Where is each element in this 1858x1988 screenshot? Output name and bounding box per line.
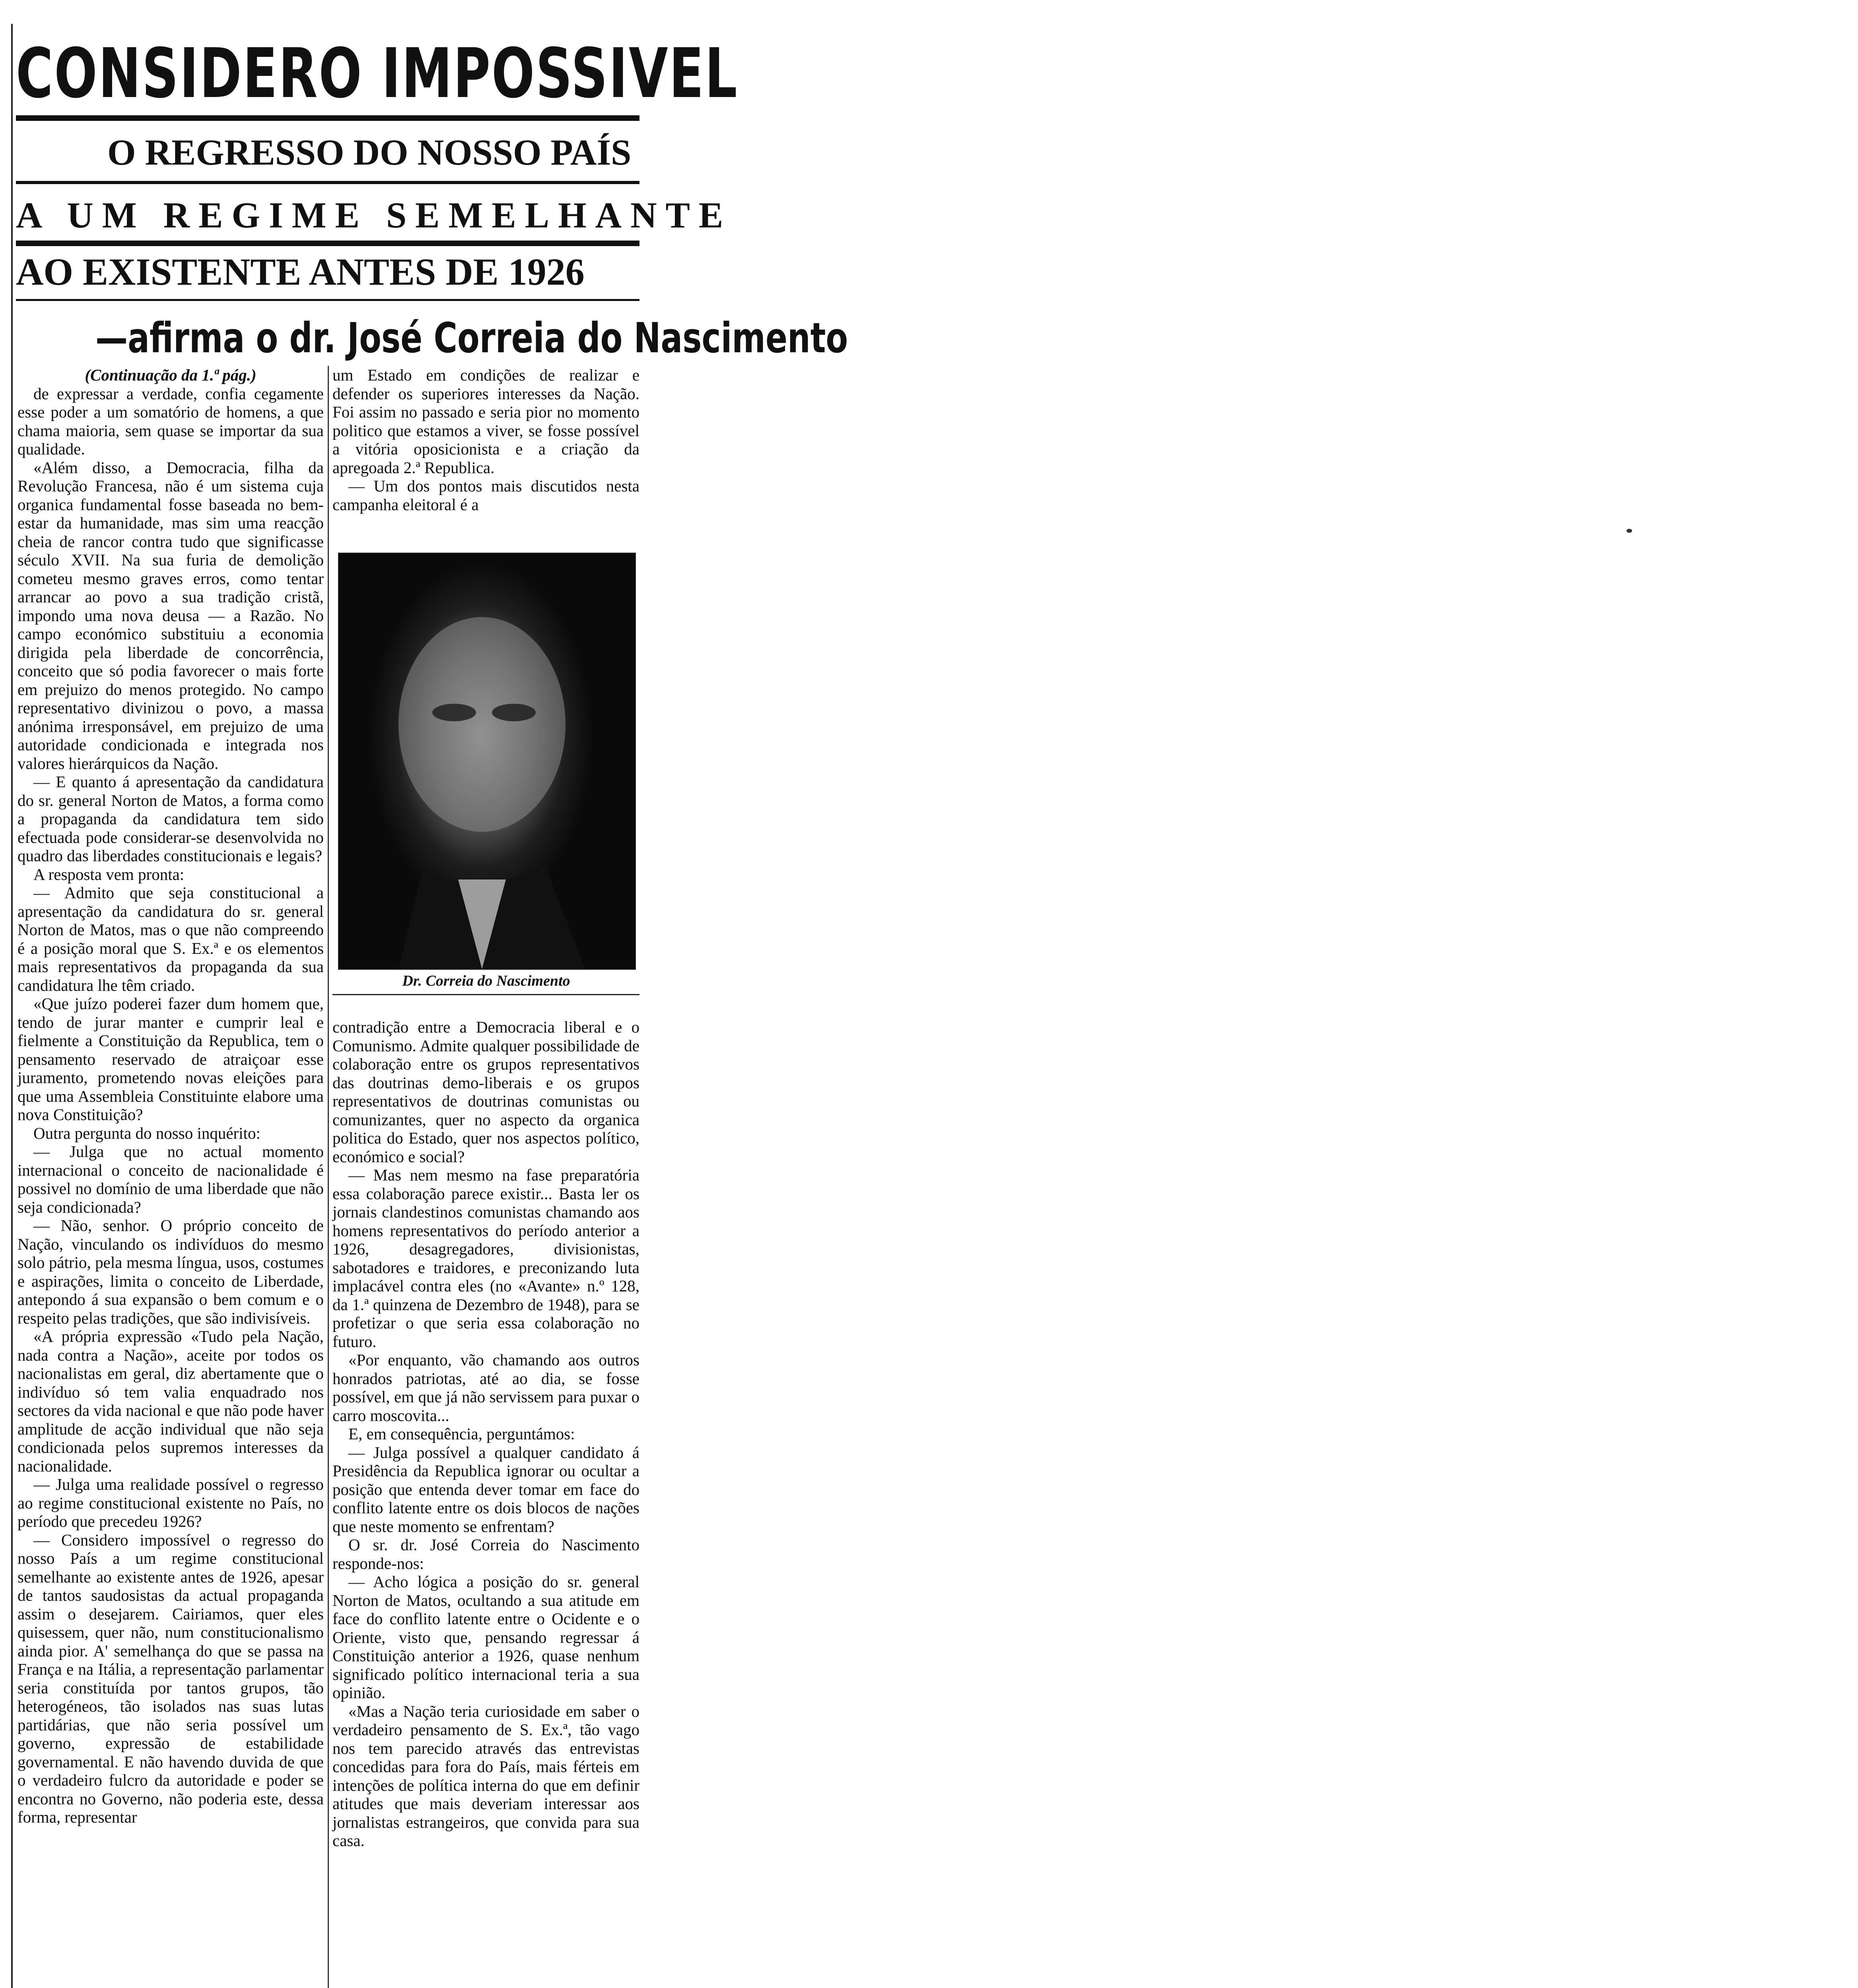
paragraph: O sr. dr. José Correia do Nascimento responde-nos: [332,1536,639,1573]
portrait-photo [338,553,636,970]
paragraph: A resposta vem pronta: [33,865,185,883]
subhead-rule-3 [16,299,639,301]
paragraph: «A própria expressão «Tudo pela Nação, nada contra a Nação», aceite por todos os nacionalistas em geral, diz abertamente que o indivíduo só tem valia enquadrado nos sectores da vida nacional e que não pode haver amplitude de acção individual que não seja condicionada pelos supremos interesses da nacionalidade. [17,1327,324,1475]
article-column-2-top [332,366,639,514]
paragraph: «Que juízo poderei fazer dum homem que, tendo de jurar manter e cumprir leal e fielmente a Constituição da Republica, tem o pensamento reservado de atraiçoar esse juramento, prometendo novas eleições para que uma Assembleia Constituinte elabore uma nova Constituição? [17,994,324,1124]
subhead-1: O REGRESSO DO NOSSO PAÍS [107,132,632,173]
portrait-silhouette-icon [339,553,635,969]
paragraph: — Julga possível a qualquer candidato á Presidência da Republica ignorar ou ocultar a posição que entenda dever tomar em face do conflito latente entre os dois blocos de nações que neste momento se enfrentam? [332,1443,639,1536]
headline-rule [16,115,639,121]
paragraph: — Admito que seja constitucional a apresentação da candidatura do sr. general Norton de Matos, mas o que não compreendo é a posição moral que S. Ex.ª e os elementos mais representativos da propaganda da sua candidatura lhe têm criado. [17,883,324,994]
paragraph: — Julga uma realidade possível o regresso ao regime constitucional existente no País, no período que precedeu 1926? [17,1475,324,1530]
article-column-2-bottom [332,1018,639,1850]
newspaper-clipping [0,0,848,1988]
caption-rule [332,994,639,995]
paragraph: E, em consequência, perguntámos: [348,1425,575,1443]
scan-speck [1627,529,1632,533]
paragraph: «Por enquanto, vão chamando aos outros honrados patriotas, até ao dia, se fosse possível, em que já não servissem para puxar o carro moscovita... [332,1351,639,1425]
column-divider [328,366,329,1988]
paragraph: «Mas a Nação teria curiosidade em saber o verdadeiro pensamento de S. Ex.ª, tão vago nos tem parecido através das entrevistas concedidas para fora do País, mais férteis em intenções de política interna do que em definir atitudes que mais deveriam interessar aos jornalistas estrangeiros, que convida para sua casa. [332,1702,639,1850]
subhead-2: A UM REGIME SEMELHANTE [16,195,732,235]
subhead-3: AO EXISTENTE ANTES DE 1926 [16,250,585,293]
paragraph: Outra pergunta do nosso inquérito: [33,1124,260,1142]
paragraph: — Considero impossível o regresso do nosso País a um regime constitucional semelhante ao existente antes de 1926, apesar de tantos saudosistas da actual propaganda assim o desejarem. Cairiamos, quer eles quisessem, quer não, num constitucionalismo ainda pior. A' semelhança do que se passa na França e na Itália, a representação parlamentar seria constituída por tantos grupos, tão heterogéneos, tão isolados nas suas lutas partidárias, que não seria possível um governo, expressão de estabilidade governamental. E não havendo duvida de que o verdadeiro fulcro da autoridade e poder se encontra no Governo, não poderia este, dessa forma, representar [17,1530,324,1826]
byline: —afirma o dr. José Correia do Nascimento [95,314,848,362]
paragraph: «Além disso, a Democracia, filha da Revolução Francesa, não é um sistema cuja organica fundamental fosse baseada no bem-estar da humanidade, mas sim uma reacção cheia de rancor contra tudo que significasse século XVII. Na sua furia de demolição cometeu mesmo graves erros, como tentar arrancar ao povo a sua tradição cristã, impondo uma nova deusa — a Razão. No campo económico substituiu a economia dirigida pela liberdade de concorrência, conceito que só podia favorecer o mais forte em prejuizo do menos protegido. No campo representativo divinizou o povo, a massa anónima irresponsável, em prejuizo de uma autoridade condicionada e integrada nos valores hierárquicos da Nação. [17,458,324,773]
subhead-rule-2 [16,241,639,246]
paragraph: contradição entre a Democracia liberal e o Comunismo. Admite qualquer possibilidade de colaboração entre os grupos representativos das doutrinas demo-liberais e os grupos representativos de doutrinas comunistas ou comunizantes, quer no aspecto da organica politica do Estado, quer nos aspectos político, económico e social? [332,1018,639,1166]
article-column-1 [17,366,324,1827]
paragraph: um Estado em condições de realizar e defender os superiores interesses da Nação. Foi assim no passado e seria pior no momento politico que estamos a viver, se fosse possível a vitória oposicionista e a criação da apregoada 2.ª Republica. [332,366,639,477]
paragraph: — Acho lógica a posição do sr. general Norton de Matos, ocultando a sua atitude em face do conflito latente entre o Ocidente e o Oriente, visto que, pensando regressar á Constituição anterior a 1926, quase nenhum significado político internacional teria a sua opinião. [332,1573,639,1702]
subhead-rule-1 [16,181,639,184]
paragraph: — Mas nem mesmo na fase preparatória essa colaboração parece existir... Basta ler os jornais clandestinos comunistas chamando aos homens representativos do período anterior a 1926, desagregadores, divisionistas, sabotadores e traidores, e preconizando luta implacável contra eles (no «Avante» n.º 128, da 1.ª quinzena de Dezembro de 1948), para se profetizar o que seria essa colaboração no futuro. [332,1166,639,1351]
paragraph: — Não, senhor. O próprio conceito de Nação, vinculando os indivíduos do mesmo solo pátrio, pela mesma língua, usos, costumes e aspirações, limita o conceito de Liberdade, antepondo á sua expansão o bem comum e o respeito pelas tradições, que são indivisíveis. [17,1216,324,1327]
headline: CONSIDERO IMPOSSIVEL [16,33,739,113]
paragraph: — E quanto á apresentação da candidatura do sr. general Norton de Matos, a forma como a propaganda da candidatura tem sido efectuada pode considerar-se desenvolvida no quadro das liberdades constitucionais e legais? [17,773,324,865]
paragraph: — Um dos pontos mais discutidos nesta campanha eleitoral é a [332,477,639,514]
photo-caption: Dr. Correia do Nascimento [402,973,570,989]
paragraph: — Julga que no actual momento internacional o conceito de nacionalidade é possivel no domínio de uma liberdade que não seja condicionada? [17,1142,324,1216]
continuation-note: (Continuação da 1.ª pág.) [85,366,257,384]
paragraph: de expressar a verdade, confia cegamente esse poder a um somatório de homens, a que chama maioria, sem quase se importar da sua qualidade. [17,384,324,458]
